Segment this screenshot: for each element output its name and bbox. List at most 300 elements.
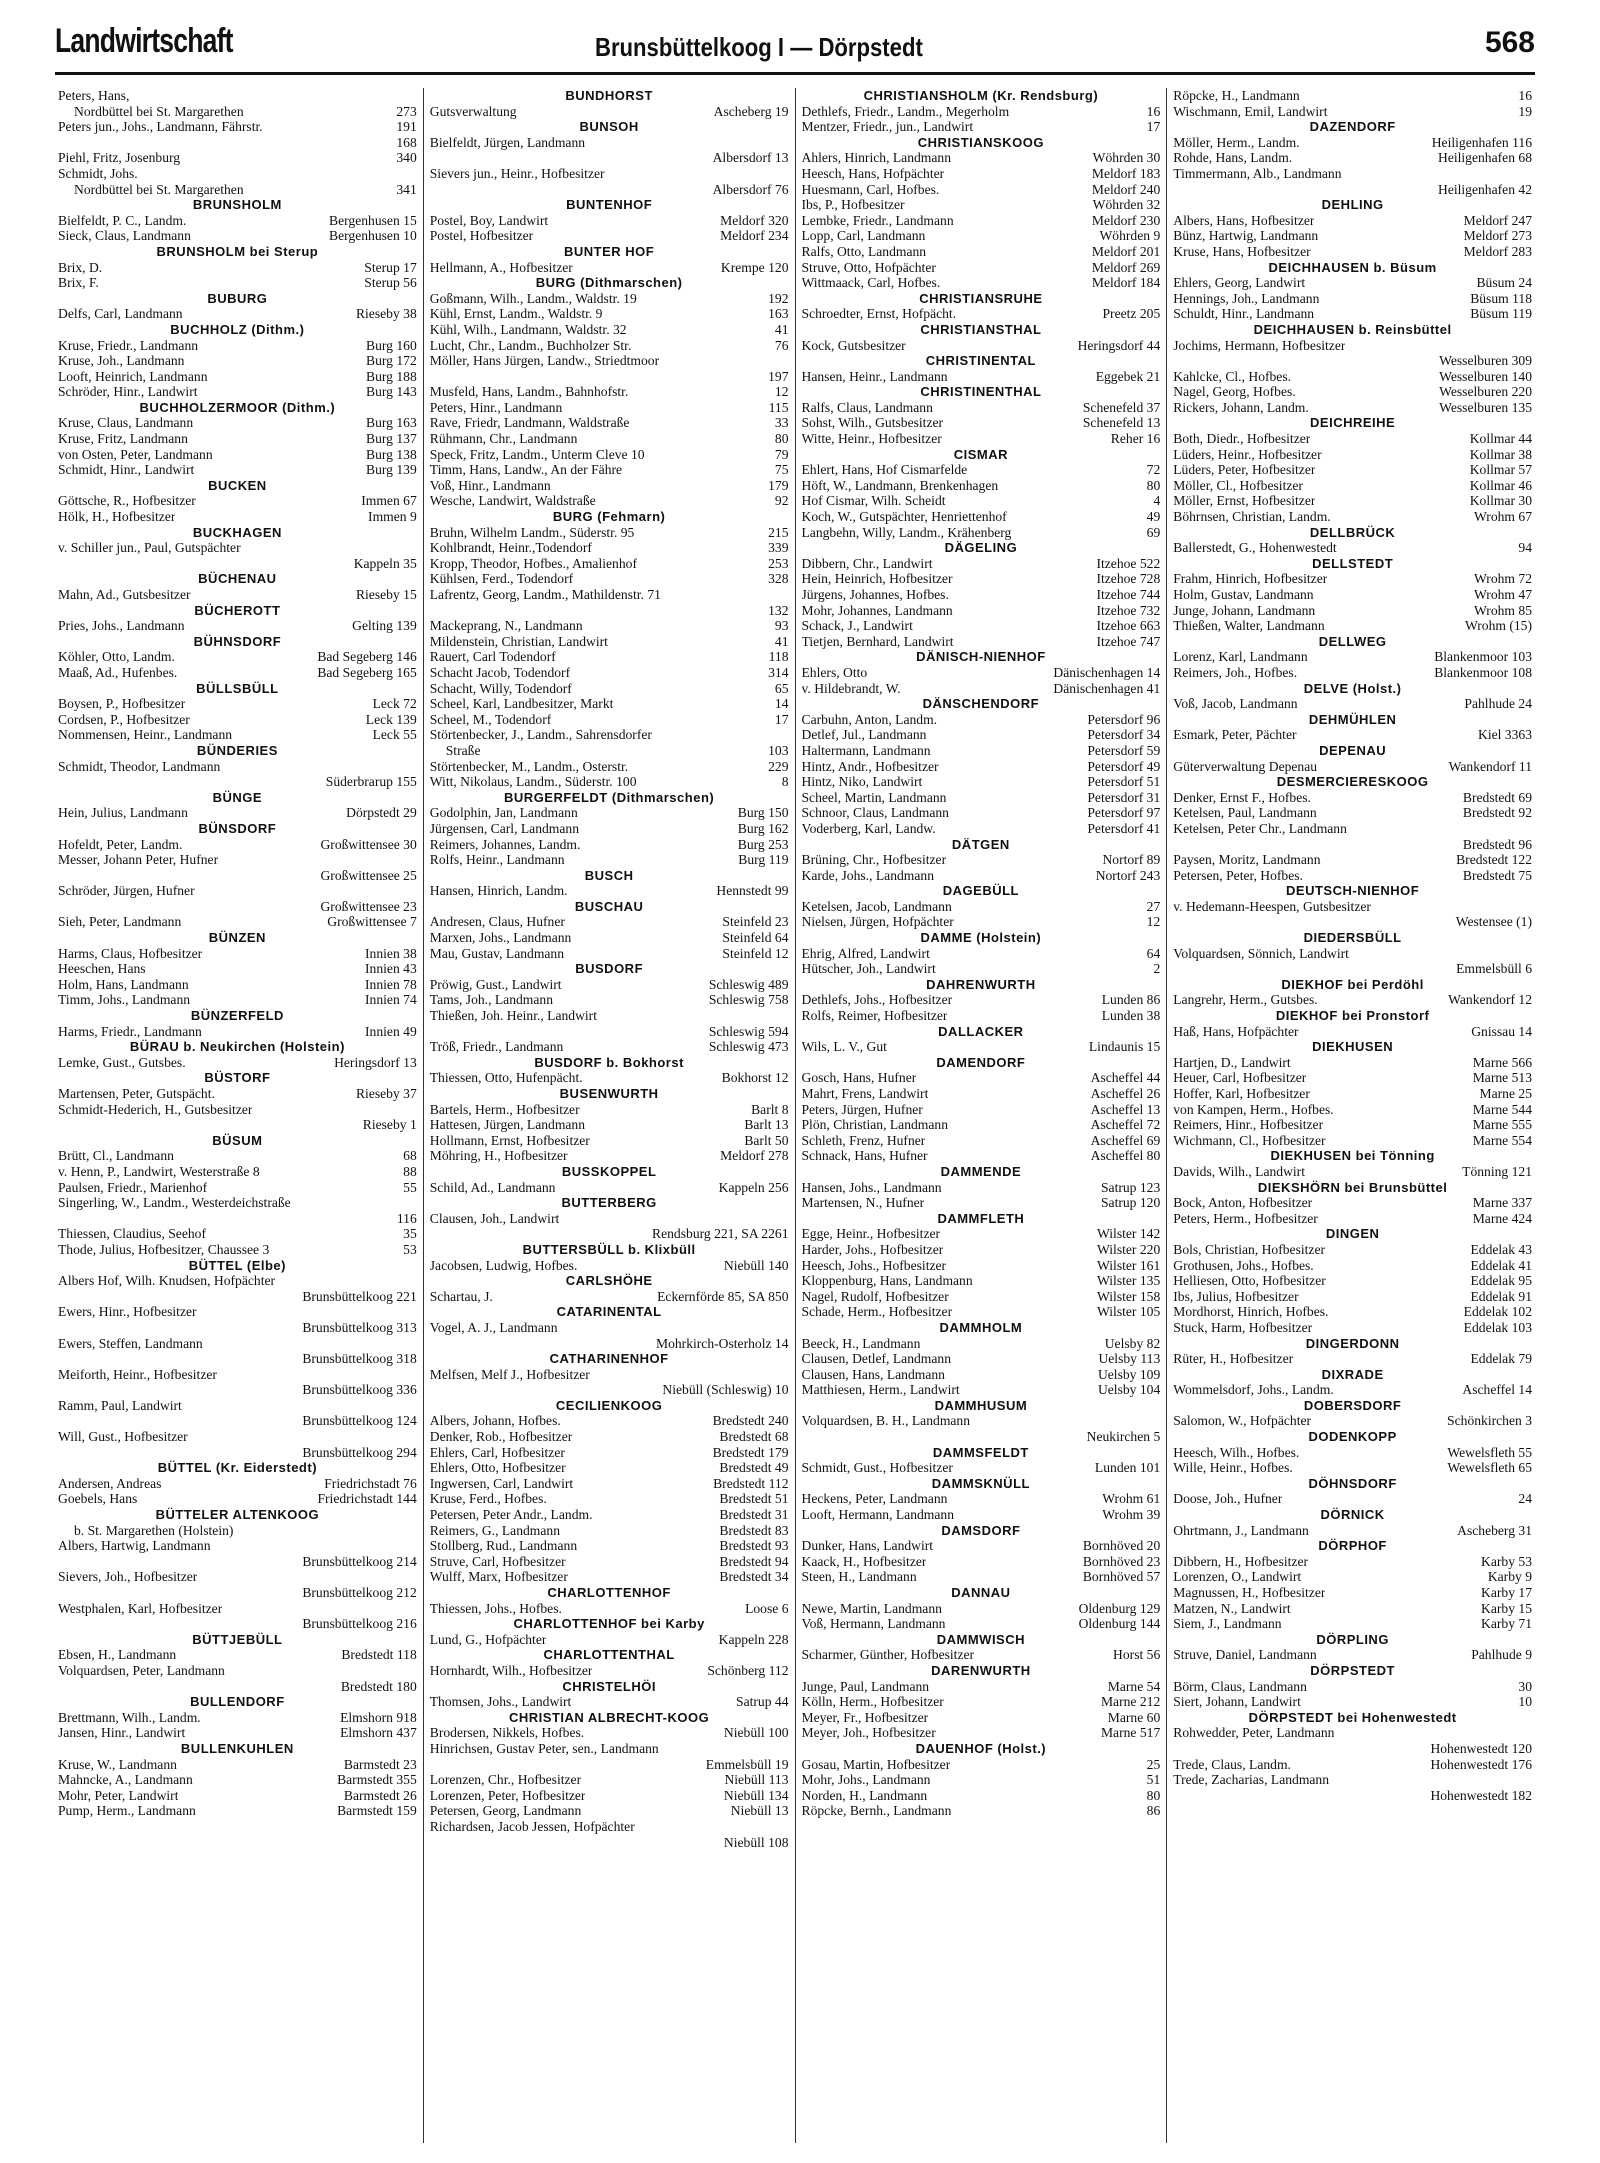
entry-phone: Burg 172 bbox=[366, 353, 417, 369]
entry-name: Langrehr, Herm., Gutsbes. bbox=[1173, 992, 1318, 1008]
entry-phone bbox=[413, 1538, 417, 1554]
entry-phone: Bredstedt 92 bbox=[1462, 805, 1532, 821]
entry-name: Huesmann, Carl, Hofbes. bbox=[801, 181, 940, 197]
entry-row bbox=[802, 431, 1161, 447]
entry-row bbox=[802, 400, 1161, 416]
entry-name: Tietjen, Bernhard, Landwirt bbox=[801, 633, 954, 649]
entry-row bbox=[430, 540, 789, 556]
entry-row bbox=[802, 1788, 1161, 1804]
entry-phone: 41 bbox=[774, 633, 789, 649]
entry-phone: Itzehoe 744 bbox=[1096, 587, 1161, 602]
entry-row bbox=[58, 914, 417, 930]
entry-row bbox=[58, 493, 417, 509]
entry-name: Kruse, Joh., Landmann bbox=[58, 353, 185, 369]
entry-row bbox=[58, 384, 417, 400]
entry-name: Schmidt, Gust., Hofbesitzer bbox=[801, 1460, 953, 1476]
entry-phone: Schleswig 758 bbox=[708, 992, 789, 1008]
entry-phone: 79 bbox=[774, 446, 789, 462]
entry-phone: Marne 54 bbox=[1107, 1678, 1161, 1694]
place-section bbox=[802, 88, 1161, 135]
place-heading: BÜNZERFELD bbox=[190, 1008, 284, 1024]
place-section bbox=[430, 197, 789, 244]
entry-name: Nommensen, Heinr., Landmann bbox=[58, 727, 233, 743]
entry-phone: Büsum 24 bbox=[1476, 275, 1532, 291]
entry-phone: Ascheffel 44 bbox=[1090, 1070, 1161, 1086]
place-heading: BUNSOH bbox=[579, 119, 639, 135]
entry-name: Thiessen, Claudius, Seehof bbox=[58, 1226, 206, 1242]
entry-row bbox=[58, 1055, 417, 1071]
entry-row bbox=[430, 384, 789, 400]
entry-name: Ralfs, Claus, Landmann bbox=[801, 399, 933, 415]
entry-phone: Rieseby 15 bbox=[355, 587, 417, 602]
entry-row bbox=[1173, 509, 1532, 525]
entry-row bbox=[430, 1226, 789, 1242]
entry-row bbox=[802, 182, 1161, 198]
entry-row bbox=[1173, 1351, 1532, 1367]
entry-row bbox=[802, 946, 1161, 962]
entry-row bbox=[1173, 603, 1532, 619]
entry-phone: 17 bbox=[1146, 119, 1161, 135]
place-heading: BUCKEN bbox=[208, 477, 267, 493]
entry-phone: Pahlhude 24 bbox=[1464, 696, 1532, 712]
entry-row bbox=[430, 1429, 789, 1445]
entry-name: Volquardsen, B. H., Landmann bbox=[801, 1413, 971, 1429]
entry-name: Timmermann, Alb., Landmann bbox=[1173, 165, 1342, 181]
entry-phone: Wankendorf 11 bbox=[1448, 758, 1532, 774]
entry-row bbox=[58, 852, 417, 868]
entry-phone: Niebüll 13 bbox=[730, 1803, 789, 1819]
entry-phone: Kollmar 44 bbox=[1469, 431, 1532, 447]
place-heading: DÖHNSDORF bbox=[1308, 1475, 1397, 1491]
entry-phone: 75 bbox=[774, 462, 789, 478]
entry-row bbox=[1173, 1523, 1532, 1539]
entry-row bbox=[1173, 790, 1532, 806]
entry-name: Dethlefs, Friedr., Landm., Megerholm bbox=[801, 103, 1010, 119]
entry-phone: Ascheberg 19 bbox=[713, 103, 789, 119]
entry-phone: Bornhöved 23 bbox=[1082, 1553, 1161, 1569]
entry-phone: Niebüll 108 bbox=[723, 1834, 789, 1850]
entry-row bbox=[1173, 571, 1532, 587]
entry-name: Clausen, Detlef, Landmann bbox=[801, 1351, 951, 1367]
entry-phone bbox=[785, 587, 789, 603]
entry-phone: Gnissau 14 bbox=[1471, 1023, 1532, 1039]
entry-name: Lund, G., Hofpächter bbox=[429, 1631, 547, 1647]
place-heading: BUSSKOPPEL bbox=[561, 1163, 657, 1179]
place-section bbox=[1173, 1148, 1532, 1179]
place-section bbox=[802, 1663, 1161, 1741]
entry-name: Martensen, N., Hufner bbox=[801, 1195, 925, 1211]
place-section bbox=[1173, 681, 1532, 712]
place-section bbox=[802, 1476, 1161, 1523]
place-section bbox=[802, 1024, 1161, 1055]
entry-row bbox=[430, 213, 789, 229]
entry-row bbox=[58, 1569, 417, 1585]
entry-phone: Karby 71 bbox=[1481, 1616, 1532, 1632]
place-heading: CHRISTIANSHOLM (Kr. Rendsburg) bbox=[863, 88, 1099, 103]
entry-row bbox=[430, 1039, 789, 1055]
entry-name: Paysen, Moritz, Landmann bbox=[1173, 852, 1321, 868]
entry-name: Kölln, Herm., Hofbesitzer bbox=[801, 1694, 944, 1710]
entry-row bbox=[430, 571, 789, 587]
entry-row bbox=[1173, 400, 1532, 416]
entry-name: Mohr, Peter, Landwirt bbox=[58, 1787, 179, 1803]
entry-name: Güterverwaltung Depenau bbox=[1173, 758, 1318, 774]
place-section bbox=[802, 447, 1161, 541]
entry-name: Marxen, Johs., Landmann bbox=[429, 930, 572, 946]
entry-name: Haß, Hans, Hofpächter bbox=[1173, 1023, 1299, 1039]
entry-row bbox=[430, 1694, 789, 1710]
entry-phone: Bredstedt 51 bbox=[719, 1491, 789, 1507]
entry-name: Peters jun., Johs., Landmann, Fährstr. bbox=[58, 119, 263, 135]
entry-name: Denker, Rob., Hofbesitzer bbox=[429, 1429, 573, 1445]
entry-row bbox=[430, 977, 789, 993]
entry-name: Esmark, Peter, Pächter bbox=[1173, 727, 1297, 743]
entry-name: Ketelsen, Paul, Landmann bbox=[1173, 805, 1317, 821]
entry-row bbox=[58, 1289, 417, 1305]
entry-name: Hartjen, D., Landwirt bbox=[1173, 1054, 1291, 1070]
place-heading: DEHLING bbox=[1321, 197, 1384, 213]
entry-name: Struve, Otto, Hofpächter bbox=[801, 259, 936, 275]
entry-phone: Wilster 105 bbox=[1096, 1304, 1161, 1320]
entry-phone bbox=[413, 88, 417, 104]
place-section bbox=[430, 1164, 789, 1195]
entry-row bbox=[802, 478, 1161, 494]
column-4 bbox=[1166, 88, 1538, 2143]
entry-row bbox=[430, 805, 789, 821]
entry-phone: 92 bbox=[774, 493, 789, 509]
entry-name: Albers, Hans, Hofbesitzer bbox=[1173, 212, 1315, 228]
place-heading: DELVE (Holst.) bbox=[1303, 680, 1402, 696]
entry-name: Ehlers, Georg, Landwirt bbox=[1173, 275, 1306, 291]
place-section bbox=[430, 1647, 789, 1678]
entry-phone: Meldorf 283 bbox=[1463, 243, 1532, 259]
entry-phone: Emmelsbüll 6 bbox=[1456, 961, 1532, 977]
place-section bbox=[430, 1351, 789, 1398]
entry-name: Hansen, Hinrich, Landm. bbox=[429, 883, 568, 899]
entry-name: Kruse, Ferd., Hofbes. bbox=[429, 1491, 547, 1507]
place-section bbox=[430, 899, 789, 961]
entry-phone: 314 bbox=[768, 664, 789, 680]
entry-row bbox=[430, 587, 789, 603]
entry-phone bbox=[413, 852, 417, 868]
entry-row bbox=[1173, 805, 1532, 821]
entry-phone: 103 bbox=[768, 742, 789, 758]
place-heading: BÜTTELER ALTENKOOG bbox=[155, 1507, 320, 1523]
entry-phone: Blankenmoor 103 bbox=[1434, 649, 1532, 665]
entry-phone: 19 bbox=[1518, 103, 1532, 119]
entry-name: Brütt, Cl., Landmann bbox=[58, 1148, 174, 1164]
entry-name: Harder, Johs., Hofbesitzer bbox=[801, 1241, 944, 1257]
entry-phone: Oldenburg 129 bbox=[1078, 1600, 1161, 1616]
entry-name: Ketelsen, Peter Chr., Landmann bbox=[1173, 820, 1347, 836]
place-section bbox=[1173, 1710, 1532, 1804]
entry-name: Petersen, Georg, Landmann bbox=[429, 1803, 582, 1819]
entry-name: Mentzer, Friedr., jun., Landwirt bbox=[801, 119, 974, 135]
entry-name: Schmidt-Hederich, H., Gutsbesitzer bbox=[58, 1101, 253, 1117]
entry-row bbox=[802, 1304, 1161, 1320]
entry-name: Ketelsen, Jacob, Landmann bbox=[801, 898, 952, 914]
entry-row bbox=[802, 150, 1161, 166]
entry-name: Schacht Jacob, Todendorf bbox=[429, 664, 571, 680]
entry-phone bbox=[785, 353, 789, 369]
entry-row bbox=[430, 135, 789, 151]
entry-row bbox=[1173, 213, 1532, 229]
entry-phone: Bredstedt 94 bbox=[719, 1553, 789, 1569]
entry-phone: Schönberg 112 bbox=[707, 1662, 789, 1678]
entry-name: Mahn, Ad., Gutsbesitzer bbox=[58, 587, 191, 602]
entry-name: Mahncke, A., Landmann bbox=[58, 1772, 193, 1788]
entry-row bbox=[1173, 478, 1532, 494]
entry-row bbox=[802, 338, 1161, 354]
entry-name: Heuer, Carl, Hofbesitzer bbox=[1173, 1070, 1307, 1086]
entry-phone: Bredstedt 179 bbox=[712, 1444, 789, 1460]
place-heading: BUTTERBERG bbox=[561, 1195, 657, 1211]
place-section bbox=[58, 322, 417, 400]
entry-phone: Meldorf 234 bbox=[720, 228, 789, 244]
place-section bbox=[1173, 1398, 1532, 1429]
place-section bbox=[1173, 525, 1532, 556]
entry-name: Hellmann, A., Hofbesitzer bbox=[429, 259, 573, 275]
entry-row bbox=[802, 634, 1161, 650]
entry-row bbox=[58, 1164, 417, 1180]
entry-row bbox=[1173, 1273, 1532, 1289]
entry-name: Detlef, Jul., Landmann bbox=[801, 727, 927, 743]
entry-row bbox=[430, 743, 789, 759]
entry-name: Hoffer, Karl, Hofbesitzer bbox=[1173, 1086, 1310, 1101]
entry-name: Lopp, Carl, Landmann bbox=[801, 228, 926, 244]
entry-name: Mildenstein, Christian, Landwirt bbox=[429, 633, 608, 649]
place-section bbox=[802, 1632, 1161, 1663]
entry-row bbox=[430, 525, 789, 541]
entry-row bbox=[430, 649, 789, 665]
entry-phone: Uelsby 104 bbox=[1097, 1382, 1161, 1398]
place-section bbox=[430, 1585, 789, 1616]
entry-name: Egge, Heinr., Hofbesitzer bbox=[801, 1226, 941, 1242]
entry-row bbox=[430, 1772, 789, 1788]
place-section bbox=[802, 291, 1161, 322]
entry-row bbox=[58, 1148, 417, 1164]
entry-row bbox=[430, 447, 789, 463]
entry-phone: Wrohm 67 bbox=[1474, 509, 1532, 525]
place-heading: DÖRPHOF bbox=[1318, 1538, 1387, 1554]
entry-phone: Büsum 118 bbox=[1470, 290, 1532, 306]
entry-row bbox=[1173, 1258, 1532, 1274]
entry-name: Wesche, Landwirt, Waldstraße bbox=[429, 493, 596, 509]
place-section bbox=[58, 291, 417, 322]
entry-row bbox=[1173, 618, 1532, 634]
entry-phone bbox=[1528, 946, 1532, 962]
entry-phone: Hennstedt 99 bbox=[716, 883, 789, 899]
entry-name: Singerling, W., Landm., Westerdeichstraße bbox=[58, 1195, 291, 1211]
entry-row bbox=[58, 1663, 417, 1679]
place-heading: BUCHHOLZ (Dithm.) bbox=[170, 321, 305, 337]
entry-name: Hansen, Heinr., Landmann bbox=[801, 368, 948, 384]
entry-phone: Petersdorf 41 bbox=[1087, 820, 1161, 836]
place-section bbox=[1173, 1538, 1532, 1632]
entry-phone: Innien 78 bbox=[365, 976, 417, 992]
entry-phone: Petersdorf 49 bbox=[1087, 758, 1161, 774]
entry-name: Trede, Claus, Landm. bbox=[1173, 1756, 1291, 1772]
entry-row bbox=[58, 837, 417, 853]
entry-row bbox=[430, 1070, 789, 1086]
place-section bbox=[58, 1133, 417, 1258]
entry-row bbox=[802, 306, 1161, 322]
entry-name: Kloppenburg, Hans, Landmann bbox=[801, 1273, 973, 1289]
entry-phone: Niebüll 134 bbox=[723, 1787, 789, 1803]
entry-row bbox=[1173, 462, 1532, 478]
place-section bbox=[1173, 260, 1532, 322]
entry-row bbox=[58, 774, 417, 790]
entry-name: Rüter, H., Hofbesitzer bbox=[1173, 1351, 1294, 1367]
entry-row bbox=[430, 1024, 789, 1040]
place-section bbox=[58, 1741, 417, 1819]
place-section bbox=[58, 634, 417, 681]
entry-name: Hintz, Niko, Landwirt bbox=[801, 774, 923, 790]
entry-phone: Marne 337 bbox=[1472, 1195, 1532, 1211]
entry-name: von Kampen, Herm., Hofbes. bbox=[1173, 1101, 1334, 1117]
entry-row bbox=[430, 992, 789, 1008]
entry-phone bbox=[413, 1398, 417, 1414]
entry-name: Matzen, N., Landwirt bbox=[1173, 1600, 1291, 1616]
entry-row bbox=[430, 415, 789, 431]
entry-row bbox=[430, 228, 789, 244]
place-section bbox=[58, 743, 417, 790]
entry-phone: Heringsdorf 44 bbox=[1077, 337, 1161, 353]
place-section bbox=[802, 540, 1161, 649]
entry-phone: Elmshorn 437 bbox=[340, 1725, 417, 1741]
entry-row bbox=[1173, 166, 1532, 182]
entry-row bbox=[802, 1429, 1161, 1445]
entry-name: Wille, Heinr., Hofbes. bbox=[1173, 1460, 1293, 1476]
entry-name: Schacht, Willy, Todendorf bbox=[429, 680, 572, 696]
entry-row bbox=[58, 1226, 417, 1242]
place-heading: BUSDORF b. Bokhorst bbox=[534, 1054, 684, 1070]
place-section bbox=[58, 603, 417, 634]
entry-row bbox=[430, 493, 789, 509]
entry-name: Tams, Joh., Landmann bbox=[429, 992, 554, 1008]
entry-phone: Marne 566 bbox=[1472, 1054, 1532, 1070]
place-heading: BÜCHEROTT bbox=[194, 602, 281, 618]
entry-name: Westphalen, Karl, Hofbesitzer bbox=[58, 1600, 223, 1616]
entry-row bbox=[58, 1320, 417, 1336]
entry-name: Scheel, Martin, Landmann bbox=[801, 789, 947, 805]
entry-name: Looft, Heinrich, Landmann bbox=[58, 368, 208, 384]
entry-name: Postel, Boy, Landwirt bbox=[429, 212, 549, 228]
entry-phone: Barmstedt 23 bbox=[343, 1756, 417, 1772]
entry-phone: 80 bbox=[774, 431, 789, 447]
entry-phone: 35 bbox=[403, 1226, 417, 1242]
entry-phone: Barmstedt 355 bbox=[337, 1772, 417, 1788]
entry-name: Mohr, Johannes, Landmann bbox=[801, 602, 953, 618]
entry-phone: Wöhrden 9 bbox=[1099, 228, 1161, 244]
place-heading: BÜCHENAU bbox=[198, 571, 277, 587]
entry-row bbox=[58, 805, 417, 821]
entry-name: Brettmann, Wilh., Landm. bbox=[58, 1709, 201, 1725]
place-section bbox=[802, 649, 1161, 696]
entry-name: Davids, Wilh., Landwirt bbox=[1173, 1163, 1305, 1179]
entry-name: Lucht, Chr., Landm., Buchholzer Str. bbox=[429, 337, 632, 353]
entry-name: Vogel, A. J., Landmann bbox=[429, 1319, 558, 1335]
entry-phone: Burg 162 bbox=[737, 820, 789, 836]
entry-name: Schmidt, Johs. bbox=[58, 165, 138, 181]
place-section bbox=[1173, 930, 1532, 977]
place-heading: DAMENDORF bbox=[936, 1054, 1026, 1070]
entry-row bbox=[802, 571, 1161, 587]
entry-row bbox=[58, 977, 417, 993]
entry-name: Witte, Heinr., Hofbesitzer bbox=[801, 431, 942, 447]
entry-phone: Blankenmoor 108 bbox=[1434, 664, 1532, 680]
entry-phone: Meldorf 247 bbox=[1463, 212, 1532, 228]
entry-row bbox=[1173, 228, 1532, 244]
entry-row bbox=[58, 182, 417, 198]
entry-phone: 69 bbox=[1146, 524, 1161, 540]
place-heading: BÜTTEL (Kr. Eiderstedt) bbox=[157, 1460, 318, 1476]
place-heading: BURG (Fehmarn) bbox=[552, 509, 666, 525]
place-heading: DAMMHOLM bbox=[939, 1319, 1023, 1335]
entry-name: Sohst, Wilh., Gutsbesitzer bbox=[801, 415, 944, 431]
place-heading: BUSCH bbox=[584, 867, 634, 883]
entry-phone: Itzehoe 747 bbox=[1096, 633, 1161, 649]
place-heading: BUSDORF bbox=[575, 961, 644, 977]
entry-row bbox=[430, 338, 789, 354]
entry-row bbox=[58, 415, 417, 431]
place-section bbox=[58, 821, 417, 930]
entry-name: Ebsen, H., Landmann bbox=[58, 1647, 177, 1663]
entry-phone: 118 bbox=[768, 649, 789, 665]
entry-name: Brodersen, Nikkels, Hofbes. bbox=[429, 1725, 585, 1741]
place-section bbox=[1173, 415, 1532, 524]
place-section bbox=[430, 88, 789, 119]
entry-phone: Burg 119 bbox=[738, 852, 789, 868]
entry-row bbox=[802, 1351, 1161, 1367]
entry-phone: Marne 424 bbox=[1472, 1210, 1532, 1226]
entry-row bbox=[1173, 1055, 1532, 1071]
entry-row bbox=[802, 1710, 1161, 1726]
entry-phone: Meldorf 201 bbox=[1091, 243, 1161, 259]
entry-name: Böhrnsen, Christian, Landm. bbox=[1173, 509, 1331, 525]
entry-phone: Bredstedt 31 bbox=[719, 1507, 789, 1523]
entry-row bbox=[58, 946, 417, 962]
entry-row bbox=[58, 1086, 417, 1102]
entry-row bbox=[1173, 837, 1532, 853]
entry-row bbox=[58, 712, 417, 728]
entry-row bbox=[430, 431, 789, 447]
place-heading: DELLSTEDT bbox=[1312, 555, 1394, 571]
entry-phone: 51 bbox=[1146, 1772, 1161, 1788]
entry-phone: Kollmar 57 bbox=[1469, 462, 1532, 478]
entry-phone: Bad Segeberg 146 bbox=[317, 649, 417, 665]
entry-row bbox=[1173, 1460, 1532, 1476]
entry-phone: 12 bbox=[1146, 914, 1161, 930]
place-section bbox=[1173, 634, 1532, 681]
place-section bbox=[430, 1273, 789, 1304]
entry-phone: 339 bbox=[768, 540, 789, 556]
place-heading: BULLENDORF bbox=[190, 1694, 285, 1710]
entry-name: Kühl, Wilh., Landmann, Waldstr. 32 bbox=[429, 321, 627, 337]
place-heading: BUCHHOLZERMOOR (Dithm.) bbox=[139, 399, 336, 415]
entry-phone: Friedrichstadt 76 bbox=[324, 1475, 417, 1491]
entry-phone: Innien 74 bbox=[365, 992, 417, 1008]
entry-row bbox=[1173, 1445, 1532, 1461]
entry-name: Struve, Daniel, Landmann bbox=[1173, 1647, 1317, 1663]
entry-phone: Krempe 120 bbox=[720, 259, 789, 275]
place-heading: BUSCHAU bbox=[574, 898, 644, 914]
entry-phone: Bokhorst 12 bbox=[721, 1070, 789, 1086]
entry-name: Lüders, Peter, Hofbesitzer bbox=[1173, 462, 1316, 478]
entry-name: Goebels, Hans bbox=[58, 1491, 138, 1507]
entry-phone: Petersdorf 59 bbox=[1087, 742, 1161, 758]
entry-row bbox=[802, 556, 1161, 572]
